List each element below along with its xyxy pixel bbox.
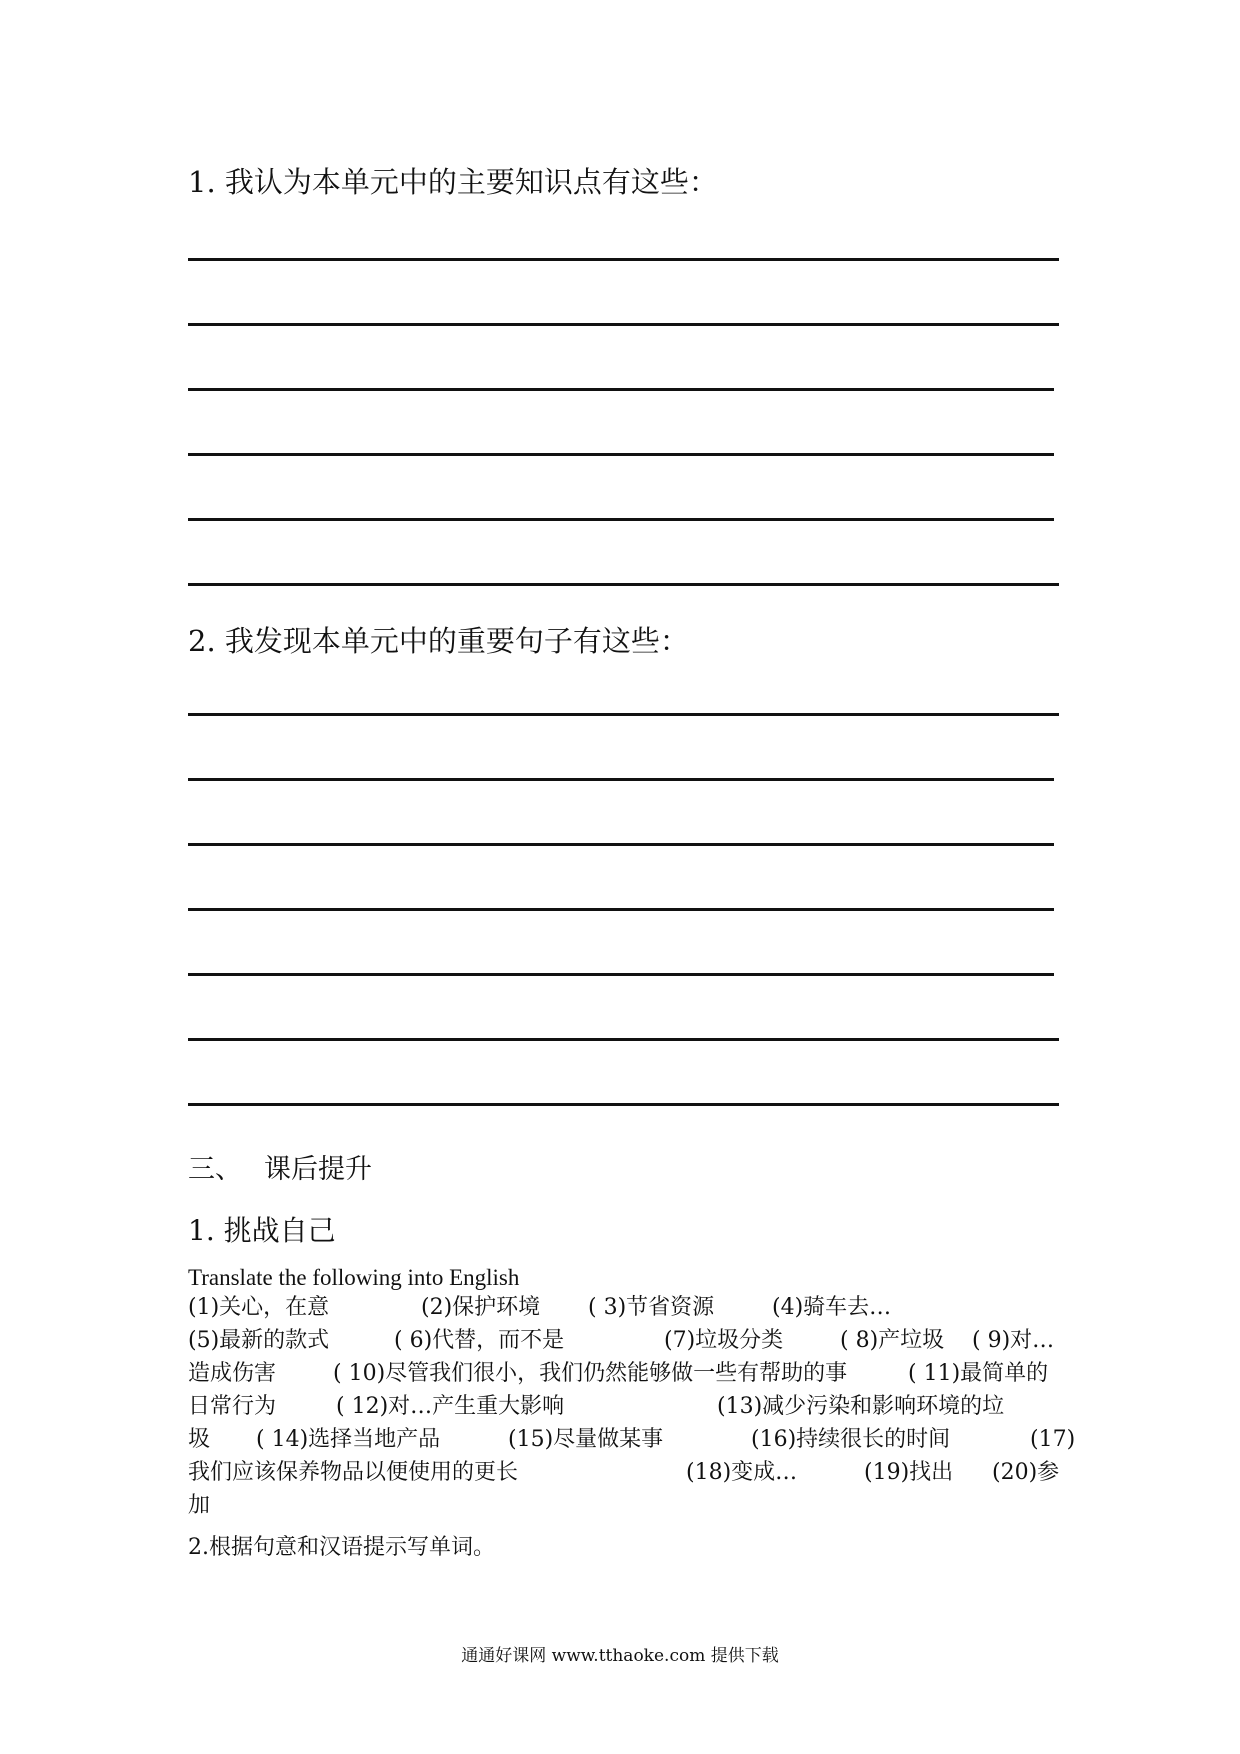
- exercise-item: ( 12)对…产生重大影响: [336, 1394, 565, 1419]
- answer-line-q2-6[interactable]: [188, 1038, 1059, 1041]
- exercise-line: [188, 1490, 1068, 1522]
- fill-words-instruction: 2.根据句意和汉语提示写单词。: [188, 1535, 495, 1560]
- exercise-item: 造成伤害: [188, 1361, 277, 1386]
- exercise-line: [188, 1358, 1068, 1390]
- section-3-title: 课后提升: [264, 1154, 372, 1185]
- exercise-item: (17): [1030, 1427, 1076, 1452]
- answer-line-q1-5[interactable]: [188, 518, 1054, 521]
- answer-line-q1-2[interactable]: [188, 323, 1059, 326]
- answer-line-q2-5[interactable]: [188, 973, 1054, 976]
- exercise-item: (20)参: [992, 1460, 1060, 1485]
- exercise-line: [188, 1457, 1068, 1489]
- exercise-item: ( 11)最简单的: [908, 1361, 1049, 1386]
- exercise-item: ( 14)选择当地产品: [256, 1427, 441, 1452]
- exercise-item: (4)骑车去…: [772, 1295, 892, 1320]
- exercise-item: (19)找出: [864, 1460, 954, 1485]
- exercise-item: 圾: [188, 1427, 211, 1452]
- exercise-line: [188, 1391, 1068, 1423]
- section-3-heading: [188, 1147, 372, 1186]
- exercise-item: ( 3)节省资源: [588, 1295, 715, 1320]
- section-3-number: 三、: [188, 1154, 242, 1185]
- exercise-item: 加: [188, 1493, 211, 1518]
- exercise-item: (1)关心，在意: [188, 1295, 330, 1320]
- answer-line-q2-4[interactable]: [188, 908, 1054, 911]
- exercise-item: ( 6)代替，而不是: [394, 1328, 565, 1353]
- exercise-item: (15)尽量做某事: [508, 1427, 664, 1452]
- answer-line-q2-1[interactable]: [188, 713, 1059, 716]
- answer-line-q2-7[interactable]: [188, 1103, 1059, 1106]
- exercise-line: [188, 1424, 1076, 1456]
- answer-line-q1-1[interactable]: [188, 258, 1059, 261]
- exercise-item: 我们应该保养物品以便使用的更长: [188, 1460, 519, 1485]
- question-1-prompt: 1. 我认为本单元中的主要知识点有这些：: [188, 165, 718, 199]
- exercise-item: (16)持续很长的时间: [751, 1427, 951, 1452]
- exercise-item: (18)变成…: [686, 1460, 798, 1485]
- exercise-item: (2)保护环境: [421, 1295, 541, 1320]
- challenge-subheading: 1. 挑战自己: [188, 1214, 336, 1247]
- exercise-item: (5)最新的款式: [188, 1328, 330, 1353]
- exercise-line: [188, 1292, 1068, 1324]
- exercise-item: ( 8)产垃圾: [840, 1328, 945, 1353]
- exercise-item: ( 10)尽管我们很小，我们仍然能够做一些有帮助的事: [333, 1361, 848, 1386]
- translate-instruction: Translate the following into English: [188, 1265, 520, 1290]
- answer-line-q1-4[interactable]: [188, 453, 1054, 456]
- exercise-item: (7)垃圾分类: [664, 1328, 784, 1353]
- exercise-item: (13)减少污染和影响环境的垃: [717, 1394, 1005, 1419]
- footer-source: 通通好课网 www.tthaoke.com 提供下载: [461, 1646, 779, 1666]
- exercise-line: [188, 1325, 1068, 1357]
- answer-line-q2-3[interactable]: [188, 843, 1054, 846]
- question-2-prompt: 2. 我发现本单元中的重要句子有这些：: [188, 624, 689, 658]
- exercise-item: ( 9)对…: [972, 1328, 1055, 1353]
- answer-line-q1-6[interactable]: [188, 583, 1059, 586]
- exercise-item: 日常行为: [188, 1394, 277, 1419]
- answer-line-q2-2[interactable]: [188, 778, 1054, 781]
- answer-line-q1-3[interactable]: [188, 388, 1054, 391]
